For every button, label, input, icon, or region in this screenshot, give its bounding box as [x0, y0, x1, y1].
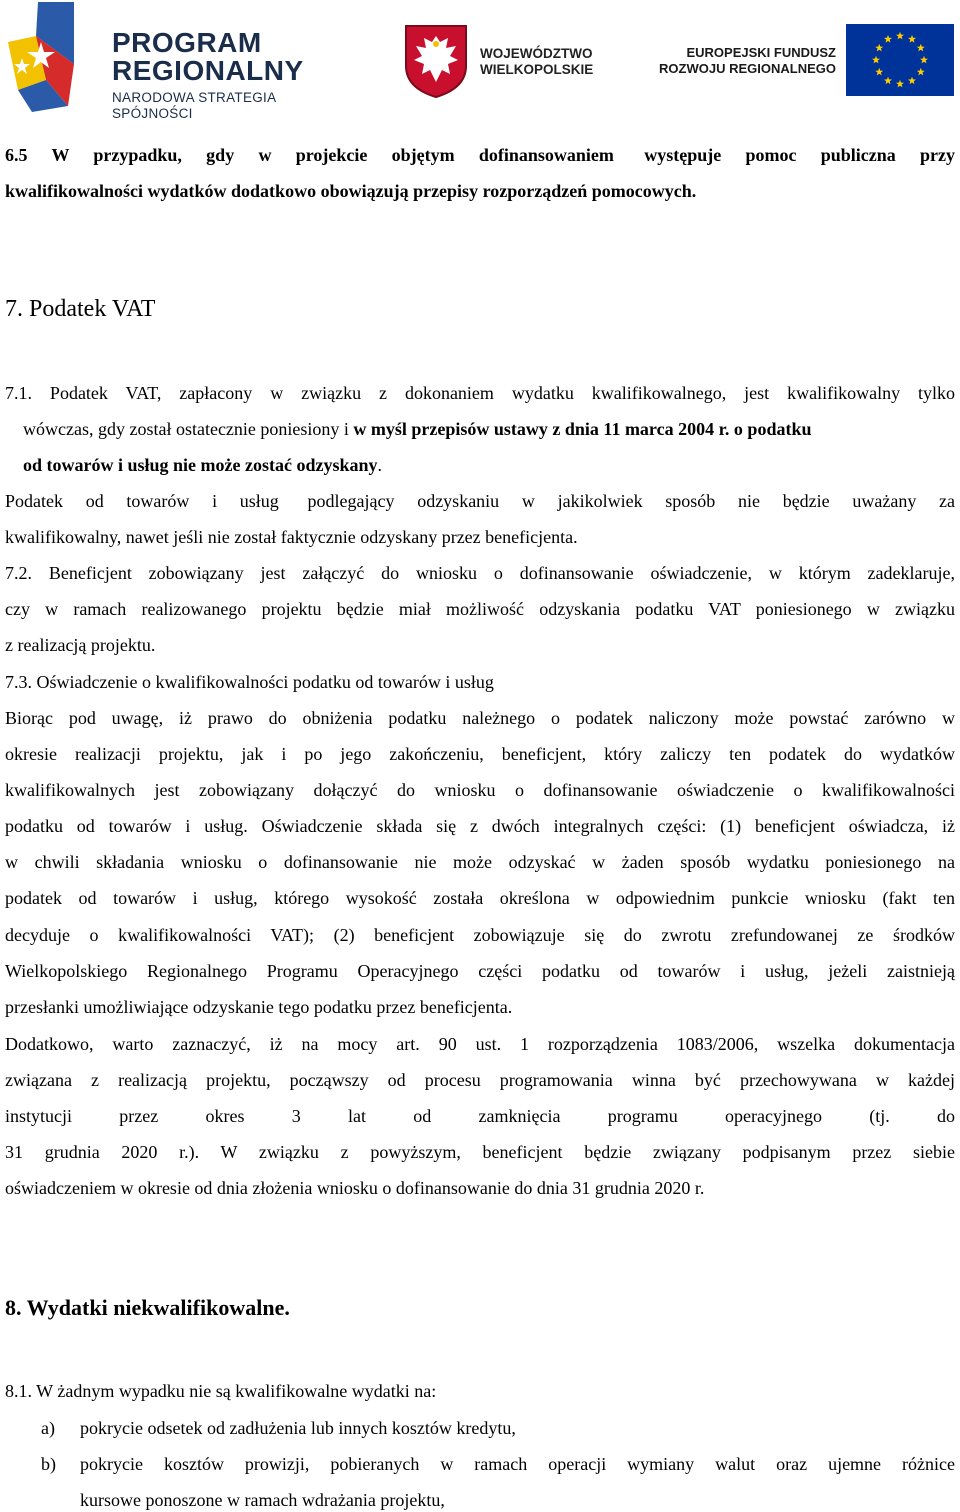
paragraph-7-2-line-2: czy w ramach realizowanego projektu będzie miał możliwość odzyskania podatku VAT poniesionego w związku — [5, 599, 955, 619]
program-logo-line3: NARODOWA STRATEGIA SPÓJNOŚCI — [112, 90, 276, 121]
section-6-5-text-a: 6.5 W przypadku, gdy w projekcie objętym dofinansowaniem — [5, 145, 614, 165]
list-item-text: pokrycie odsetek od zadłużenia lub innych kosztów kredytu, — [80, 1418, 516, 1438]
paragraph-7-3-line: Wielkopolskiego Regionalnego Programu Operacyjnego części podatku od towarów i usług, jeżeli zaistnieją — [5, 961, 955, 981]
section-7-heading: 7. Podatek VAT — [5, 296, 156, 322]
paragraph-7-3-line: przesłanki umożliwiające odzyskanie tego podatku przez beneficjenta. — [5, 997, 513, 1017]
paragraph-7-3-line: w chwili składania wniosku o dofinansowanie nie może odzyskać w żaden sposób wydatku poniesionego na — [5, 852, 955, 872]
paragraph-7-3-title: 7.3. Oświadczenie o kwalifikowalności podatku od towarów i usług — [5, 672, 494, 692]
paragraph-additionally-line: związana z realizacją projektu, począwszy od procesu programowania winna być przechowywana w każdej — [5, 1070, 955, 1090]
paragraph-7-1-period: . — [377, 455, 382, 475]
paragraph-7-3-line: kwalifikowalnych jest zobowiązany dołączyć do wniosku o dofinansowanie oświadczenie o kwalifikowalności — [5, 780, 955, 800]
paragraph-7-3-line: podatek od towarów i usług, którego wysokość została określona w odpowiednim punkcie wniosku (fakt ten — [5, 888, 955, 908]
paragraph-7-1-text-bold-2: od towarów i usług nie może zostać odzyskany — [23, 455, 378, 475]
eagle-shield-icon — [404, 22, 468, 98]
list-item-text: pokrycie kosztów prowizji, pobieranych w ramach operacji wymiany walut oraz ujemne różnice — [80, 1454, 955, 1474]
paragraph-recoverable-line-1 — [5, 490, 955, 512]
section-6-5-text-b: występuje pomoc publiczna przy — [644, 145, 956, 165]
wielkopolskie-line2: WIELKOPOLSKIE — [480, 62, 594, 77]
list-item-text: kursowe ponoszone w ramach wdrażania projektu, — [80, 1490, 445, 1510]
paragraph-7-1-line-1: 7.1. Podatek VAT, zapłacony w związku z dokonaniem wydatku kwalifikowalnego, jest kwalifikowalny tylko — [5, 383, 955, 403]
paragraph-7-3-line: podatku od towarów i usług. Oświadczenie składa się z dwóch integralnych części: (1) beneficjent oświadcza, iż — [5, 816, 955, 836]
paragraph-7-3-line: decyduje o kwalifikowalności VAT); (2) beneficjent zobowiązuje się do zwrotu zrefundowanej ze środków — [5, 925, 955, 945]
program-logo-line1: PROGRAM — [112, 27, 262, 58]
paragraph-7-1-text-bold: w myśl przepisów ustawy z dnia 11 marca 2004 r. o podatku — [353, 419, 812, 439]
eu-flag-icon — [846, 24, 954, 96]
paragraph-8-1: 8.1. W żadnym wypadku nie są kwalifikowalne wydatki na: — [5, 1381, 437, 1401]
paragraph-7-2-line-3: z realizacją projektu. — [5, 635, 156, 655]
eu-fund-logo — [646, 24, 956, 98]
paragraph-recoverable-text-a: Podatek od towarów i usług — [5, 491, 279, 511]
section-8-heading: 8. Wydatki niekwalifikowalne. — [5, 1295, 290, 1320]
section-6-5-line-2: kwalifikowalności wydatków dodatkowo obowiązują przepisy rozporządzeń pomocowych. — [5, 181, 697, 201]
paragraph-7-2-line-1: 7.2. Beneficjent zobowiązany jest załączyć do wniosku o dofinansowanie oświadczenie, w którym zadeklaruje, — [5, 563, 955, 583]
list-item-label: a) — [41, 1418, 55, 1438]
section-6-5-line-1 — [5, 144, 955, 166]
header-logos — [0, 0, 960, 121]
paragraph-recoverable-line-2: kwalifikowalny, nawet jeśli nie został faktycznie odzyskany przez beneficjenta. — [5, 527, 578, 547]
paragraph-additionally-line: Dodatkowo, warto zaznaczyć, iż na mocy art. 90 ust. 1 rozporządzenia 1083/2006, wszelka dokumentacja — [5, 1034, 955, 1054]
wielkopolskie-logo — [404, 22, 594, 98]
paragraph-7-3-line: Biorąc pod uwagę, iż prawo do obniżenia podatku należnego o podatek naliczony może powstać zarówno w — [5, 708, 955, 728]
program-regionalny-logo — [8, 2, 358, 121]
program-logo-line2: REGIONALNY — [112, 55, 304, 86]
paragraph-7-1-line-3 — [23, 454, 382, 476]
eu-fund-line1: EUROPEJSKI FUNDUSZ — [686, 45, 836, 60]
paragraph-7-3-line: okresie realizacji projektu, jak i po jego zakończeniu, beneficjent, który zaliczy ten podatek do wydatków — [5, 744, 955, 764]
wielkopolskie-line1: WOJEWÓDZTWO — [480, 46, 593, 61]
wielkopolskie-text — [480, 46, 593, 78]
paragraph-additionally-line: 31 grudnia 2020 r.). W związku z powyższym, beneficjent będzie związany podpisanym przez siebie — [5, 1142, 955, 1162]
paragraph-7-1-line-2 — [23, 418, 811, 440]
paragraph-additionally-line: oświadczeniem w okresie od dnia złożenia wniosku o dofinansowanie do dnia 31 grudnia 2020 r. — [5, 1178, 705, 1198]
program-regionalny-emblem-icon — [8, 2, 108, 112]
list-item-label: b) — [41, 1454, 56, 1474]
paragraph-7-1-text-a: wówczas, gdy został ostatecznie poniesiony i — [23, 419, 349, 439]
eu-fund-line2: ROZWOJU REGIONALNEGO — [659, 61, 836, 76]
paragraph-recoverable-text-b: podlegający odzyskaniu w jakikolwiek sposób nie będzie uważany za — [307, 491, 956, 511]
paragraph-additionally-line: instytucji przez okres 3 lat od zamknięcia programu operacyjnego (tj. do — [5, 1106, 955, 1126]
eu-fund-text — [646, 45, 836, 77]
